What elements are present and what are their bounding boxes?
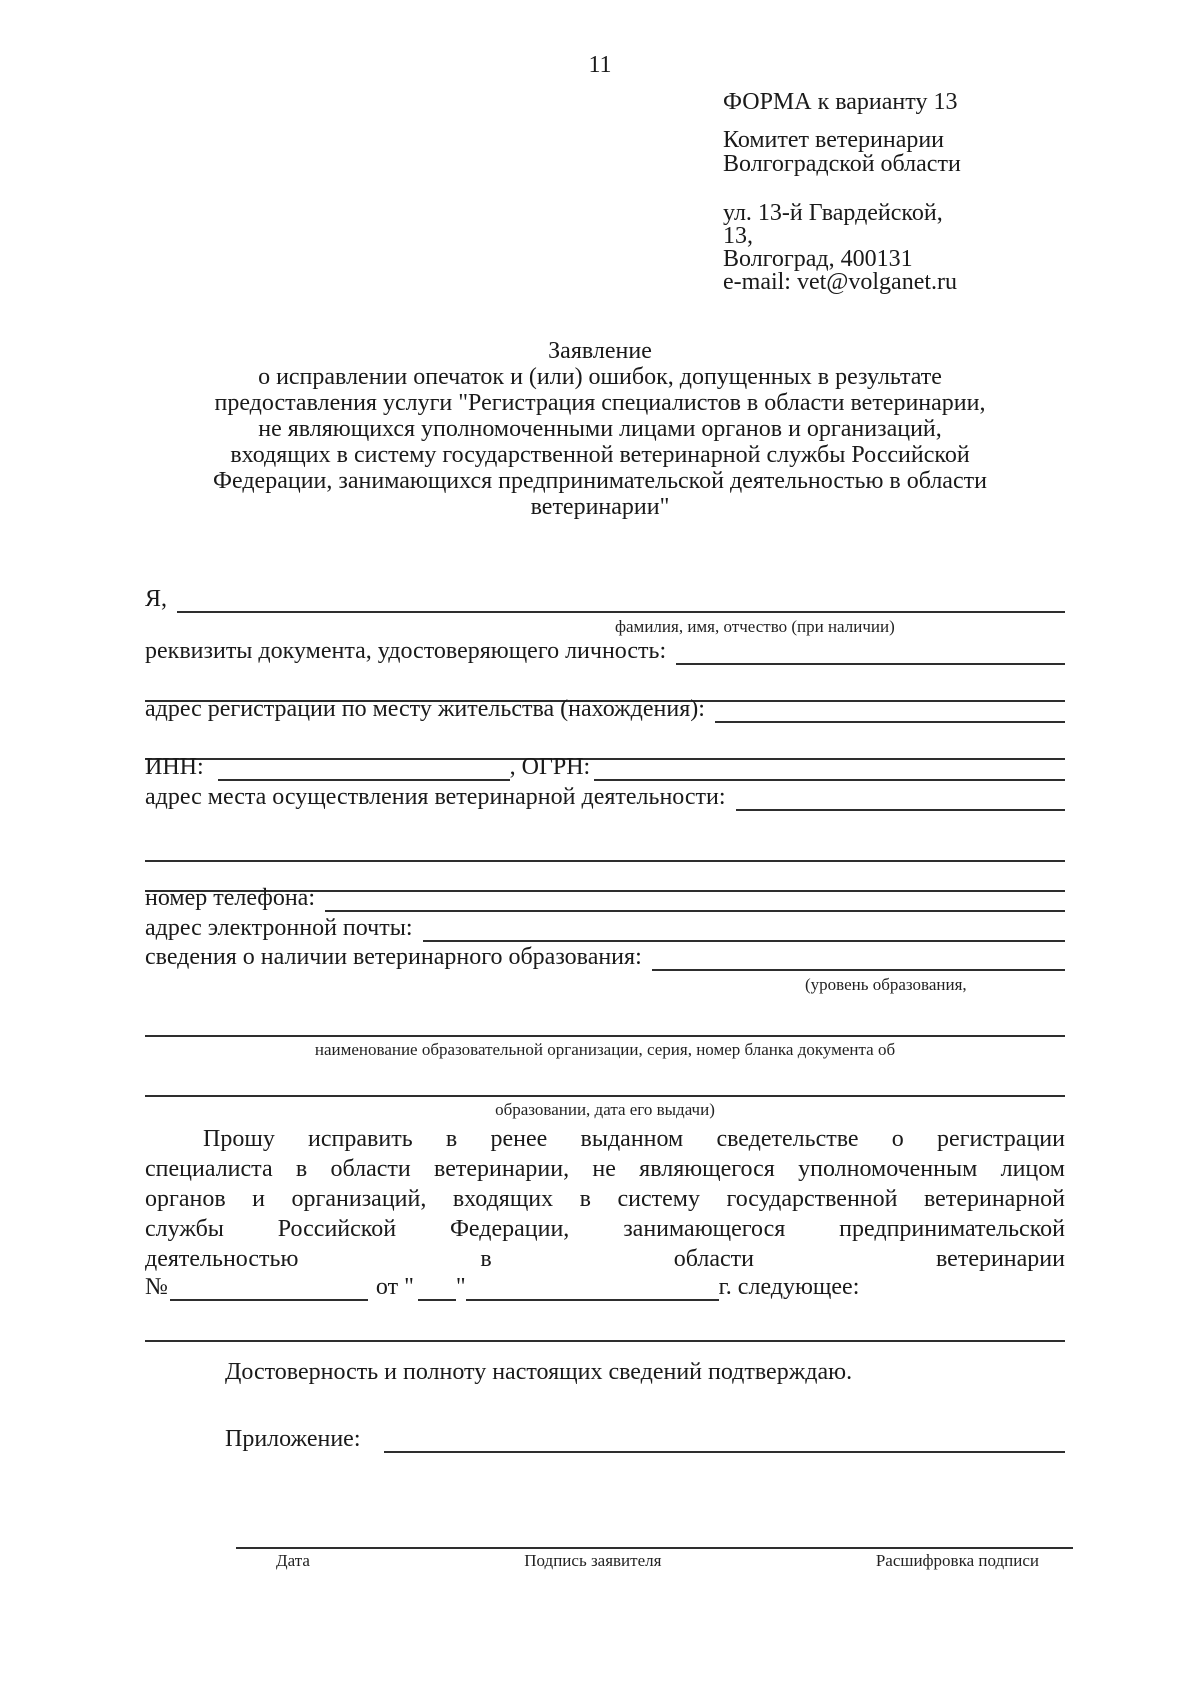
address-line: Волгоград, 400131 xyxy=(723,246,913,272)
date-month-write-line xyxy=(466,1269,719,1301)
request-number-row xyxy=(145,1271,1065,1301)
continuation-line xyxy=(145,830,1065,862)
email-label: адрес электронной почты: xyxy=(145,915,413,941)
date-from-label: от " xyxy=(375,1274,414,1300)
transcript-label: Расшифровка подписи xyxy=(875,1551,1039,1570)
title-line: предоставления услуги "Регистрация специалистов в области ветеринарии, xyxy=(214,390,986,416)
email-row xyxy=(145,912,1065,942)
form-variant-label: ФОРМА к варианту 13 xyxy=(723,89,958,115)
attachment-row xyxy=(145,1423,1065,1453)
name-write-line xyxy=(177,581,1065,613)
signature-labels-row xyxy=(236,1551,1073,1571)
title-line: Федерации, занимающихся предпринимательской деятельностью в области xyxy=(213,468,987,494)
address-block xyxy=(723,202,957,294)
spacer xyxy=(869,1271,1065,1301)
title-line: ветеринарии" xyxy=(530,494,670,520)
residence-row xyxy=(145,693,1065,723)
name-caption: фамилия, имя, отчество (при наличии) xyxy=(615,617,895,636)
title-line: о исправлении опечаток и (или) ошибок, допущенных в результате xyxy=(258,364,942,390)
request-suffix: г. следующее: xyxy=(718,1274,860,1300)
name-prefix: Я, xyxy=(145,586,168,612)
phone-write-line xyxy=(325,880,1065,912)
date-day-write-line xyxy=(418,1269,456,1301)
inn-label: ИНН: xyxy=(145,754,204,780)
education-write-line xyxy=(652,939,1065,971)
activity-address-write-line xyxy=(736,779,1065,811)
activity-address-label: адрес места осуществления ветеринарной деятельности: xyxy=(145,784,726,810)
request-paragraph: Прошу исправить в ренее выданном сведетельстве о регистрации специалиста в области ветеринарии, не являющегося уполномоченным лицом органов и организаций, входящих в систему государственной ветеринарной службы Российской Федерации, занимающегося предпринимательской деятельностью в области ветеринарии xyxy=(145,1126,1065,1272)
identity-write-line xyxy=(676,633,1065,665)
recipient-line: Волгоградской области xyxy=(723,151,961,177)
title-line: входящих в систему государственной ветеринарной службы Российской xyxy=(230,442,970,468)
recipient-block xyxy=(723,128,961,176)
details-write-line xyxy=(145,1310,1065,1342)
education-level-caption: (уровень образования, xyxy=(805,975,967,994)
title-line: не являющихся уполномоченными лицами органов и организаций, xyxy=(258,416,942,442)
signature-label: Подпись заявителя xyxy=(524,1551,662,1570)
continuation-line xyxy=(145,1065,1065,1097)
inn-ogrn-row xyxy=(145,751,1065,781)
ogrn-write-line xyxy=(594,749,1065,781)
quote-close: " xyxy=(455,1274,466,1300)
address-line: e-mail: vet@volganet.ru xyxy=(723,269,958,295)
residence-write-line xyxy=(715,691,1065,723)
identity-row xyxy=(145,635,1065,665)
title-heading: Заявление xyxy=(548,338,652,364)
address-line: ул. 13-й Гвардейской, xyxy=(723,200,943,226)
education-issue-caption: образовании, дата его выдачи) xyxy=(495,1100,715,1119)
attachment-write-line xyxy=(384,1421,1065,1453)
signature-write-line xyxy=(236,1517,1073,1549)
address-line: 13, xyxy=(723,223,753,249)
document-title xyxy=(70,338,1130,520)
page-number: 11 xyxy=(588,52,612,78)
education-org-caption: наименование образовательной организации, серия, номер бланка документа об xyxy=(314,1040,896,1059)
phone-label: номер телефона: xyxy=(145,885,316,911)
number-prefix: № xyxy=(145,1274,168,1300)
recipient-line: Комитет ветеринарии xyxy=(723,127,945,153)
confirmation-text: Достоверность и полноту настоящих сведений подтверждаю. xyxy=(225,1359,853,1385)
number-write-line xyxy=(170,1269,368,1301)
attachment-label: Приложение: xyxy=(225,1426,361,1452)
date-label: Дата xyxy=(276,1551,310,1570)
continuation-line xyxy=(145,1005,1065,1037)
education-row xyxy=(145,941,1065,971)
activity-address-row xyxy=(145,781,1065,811)
email-write-line xyxy=(423,910,1066,942)
identity-label: реквизиты документа, удостоверяющего личность: xyxy=(145,638,667,664)
phone-row xyxy=(145,882,1065,912)
name-row xyxy=(145,583,1065,613)
education-label: сведения о наличии ветеринарного образования: xyxy=(145,944,642,970)
inn-write-line xyxy=(218,749,510,781)
ogrn-label: , ОГРН: xyxy=(509,754,591,780)
residence-label: адрес регистрации по месту жительства (нахождения): xyxy=(145,696,705,722)
